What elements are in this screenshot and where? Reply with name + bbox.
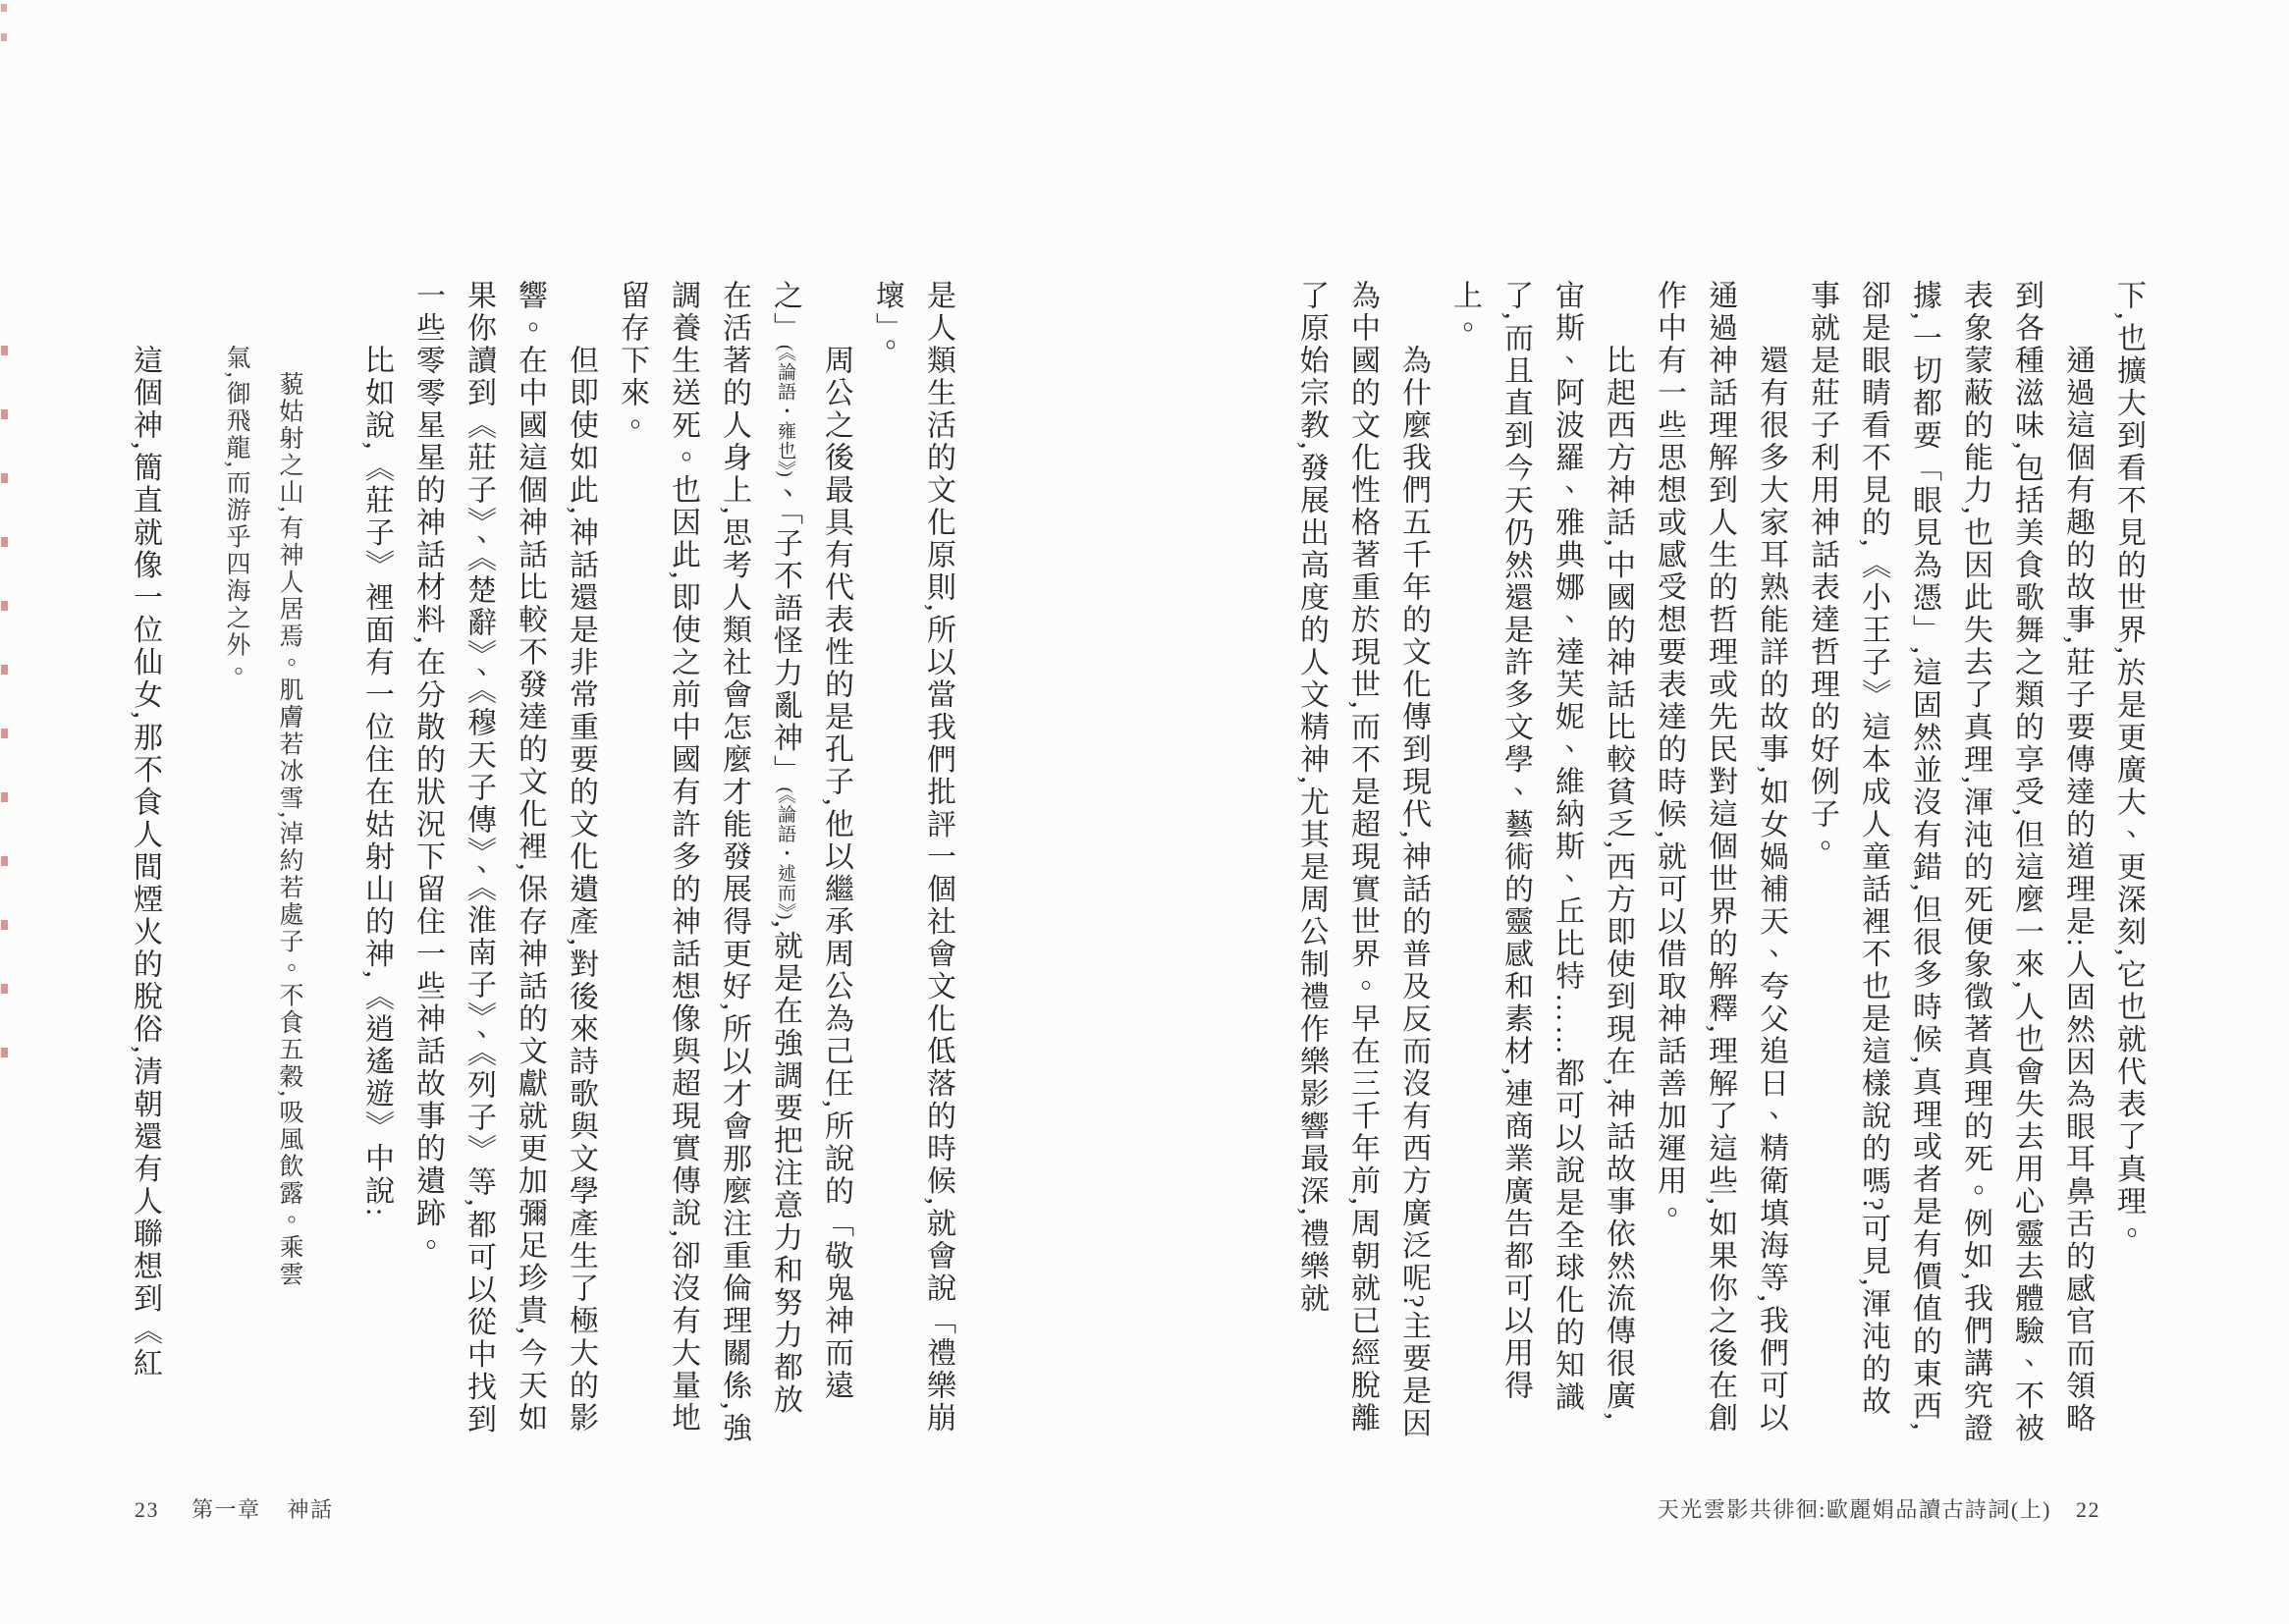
source-citation-note: (《論語・雍也》) — [775, 345, 795, 478]
section-title: 神話 — [287, 1497, 334, 1522]
page-number: 22 — [2076, 1497, 2100, 1522]
paragraph: 但即使如此,神話還是非常重要的文化遺產,對後來詩歌與文學產生了極大的影響。在中國這個神話比較不發達的文化裡,保存神話的文獻就更加彌足珍貴,今天如果你讀到《莊子》、《楚辭》、《穆天子傳》、《淮南子》、《列子》等,都可以從中找到一些零零星星的神話材料,在分散的狀況下留住一些神話故事的遺跡。 — [411, 280, 597, 1436]
scan-edge-marks — [1, 346, 8, 1068]
paragraph: 為什麼我們五千年的文化傳到現代,神話的普及反而沒有西方廣泛呢?主要是因為中國的文化性格著重於現世,而不是超現實世界。早在三千年前,周朝就已經脫離了原始宗教,發展出高度的人文精神,尤其是周公制禮作樂影響最深,禮樂就 — [1295, 280, 1430, 1440]
scan-edge-marks-top — [1, 4, 7, 47]
paragraph: 比起西方神話,中國的神話比較貧乏,西方即使到現在,神話故事依然流傳很廣,宙斯、阿波羅、雅典娜、達芙妮、維納斯、丘比特……都可以說是全球化的知識了,而且直到今天仍然還是許多文學、藝術的靈感和素材,連商業廣告都可以用得上。 — [1448, 280, 1634, 1423]
page-number: 23 — [135, 1497, 159, 1522]
paragraph: 還有很多大家耳熟能詳的故事,如女媧補天、夸父追日、精衛填海等,我們可以通過神話理解到人生的哲理或先民對這個世界的解釋,理解了這些,如果你之後在創作中有一些思想或感受想要表達的時候,就可以借取神話善加運用。 — [1653, 280, 1787, 1435]
running-title: 天光雲影共徘徊:歐麗娟品讀古詩詞(上) — [1657, 1497, 2051, 1522]
left-page-text — [119, 280, 963, 1446]
zhuangzi-quote-block: 藐姑射之山,有神人居焉。肌膚若冰雪,淖約若處子。不食五穀,吸風飲露。乘雲氣,御飛龍,而游乎四海之外。 — [223, 345, 302, 1288]
chapter-title: 第一章 — [191, 1497, 261, 1522]
right-page-text — [1285, 280, 2153, 1446]
left-page-footer — [135, 1493, 334, 1524]
right-page-footer — [1658, 1493, 2100, 1524]
paragraph: 周公之後最具有代表性的是孔子,他以繼承周公為己任,所說的「敬鬼神而遠之」(《論語・雍也》)、「子不語怪力亂神」(《論語・述而》),就是在強調要把注意力和努力都放在活著的人身上,思考人類社會怎麼才能發展得更好,所以才會那麼注重倫理關係,強調養生送死。也因此,即使之前中國有許多的神話想像與超現實傳說,卻沒有大量地留存下來。 — [616, 280, 852, 1445]
source-citation-note: (《論語・述而》) — [775, 786, 795, 921]
paragraph: 下,也擴大到看不見的世界,於是更廣大、更深刻,它也就代表了真理。 — [2112, 280, 2145, 1251]
paragraph: 通過這個有趣的故事,莊子要傳達的道理是:人固然因為眼耳鼻舌的感官而領略到各種滋味,包括美食歌舞之類的享受,但這麼一來,人也會失去用心靈去體驗、不被表象蒙蔽的能力,也因此失去了真理,渾沌的死便象徵著真理的死。例如,我們講究證據,一切都要「眼見為憑」,這固然並沒有錯,但很多時候,真理或者是有價值的東西,卻是眼睛看不見的,《小王子》這本成人童話裡不也是這樣說的嗎?可見,渾沌的故事就是莊子利用神話表達哲理的好例子。 — [1806, 280, 2094, 1445]
paragraph: 是人類生活的文化原則,所以當我們批評一個社會文化低落的時候,就會說「禮樂崩壞」。 — [871, 280, 954, 1435]
paragraph: 這個神,簡直就像一位仙女,那不食人間煙火的脫俗,清朝還有人聯想到《紅 — [129, 345, 161, 1380]
paragraph: 比如說,《莊子》裡面有一位住在姑射山的神,《逍遙遊》中說: — [360, 345, 393, 1219]
